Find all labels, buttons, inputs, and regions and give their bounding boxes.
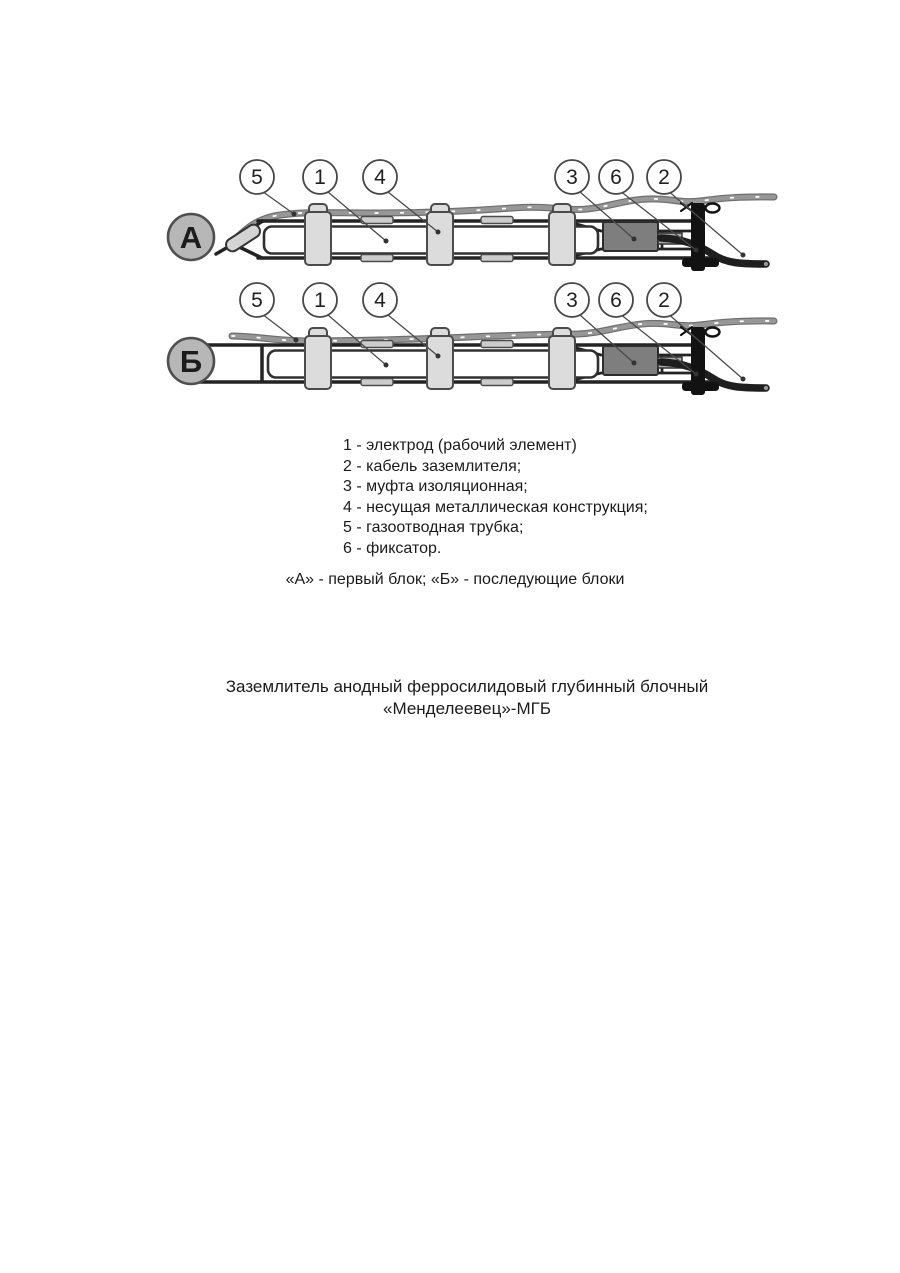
callout-2-b-label: 2 bbox=[658, 289, 670, 312]
legend-item-4: 4 - несущая металлическая конструкция; bbox=[343, 498, 648, 516]
caption-line-2: «Менделеевец»-МГБ bbox=[383, 699, 551, 718]
callout-4-b-label: 4 bbox=[374, 289, 386, 312]
diagram-b bbox=[168, 283, 774, 395]
legend-item-6: 6 - фиксатор. bbox=[343, 539, 442, 557]
blocks-note: «А» - первый блок; «Б» - последующие блоки bbox=[285, 571, 625, 588]
fixator-a bbox=[681, 203, 720, 271]
callout-5-a-label: 5 bbox=[251, 166, 263, 189]
callout-2-a-label: 2 bbox=[658, 166, 670, 189]
callout-5-b-label: 5 bbox=[251, 289, 263, 312]
legend-item-2: 2 - кабель заземлителя; bbox=[343, 457, 522, 475]
callout-6-b-label: 6 bbox=[610, 289, 622, 312]
fixator-b bbox=[681, 327, 720, 395]
diagram-a bbox=[168, 160, 774, 271]
callout-6-a-label: 6 bbox=[610, 166, 622, 189]
legend-item-1: 1 - электрод (рабочий элемент) bbox=[343, 437, 577, 454]
caption-line-1: Заземлитель анодный ферросилидовый глубинный блочный bbox=[225, 677, 709, 696]
variant-a-letter: А bbox=[179, 220, 203, 255]
legend-item-5: 5 - газоотводная трубка; bbox=[343, 519, 524, 536]
legend-item-3: 3 - муфта изоляционная; bbox=[343, 478, 528, 495]
callout-1-b-label: 1 bbox=[314, 289, 326, 312]
technical-figure bbox=[0, 0, 900, 430]
callout-4-a-label: 4 bbox=[374, 166, 386, 189]
callout-3-a-label: 3 bbox=[566, 166, 578, 189]
variant-b-letter: Б bbox=[179, 344, 203, 379]
figure-caption bbox=[17, 676, 900, 720]
legend-block bbox=[343, 436, 648, 559]
callout-3-b-label: 3 bbox=[566, 289, 578, 312]
callout-1-a-label: 1 bbox=[314, 166, 326, 189]
